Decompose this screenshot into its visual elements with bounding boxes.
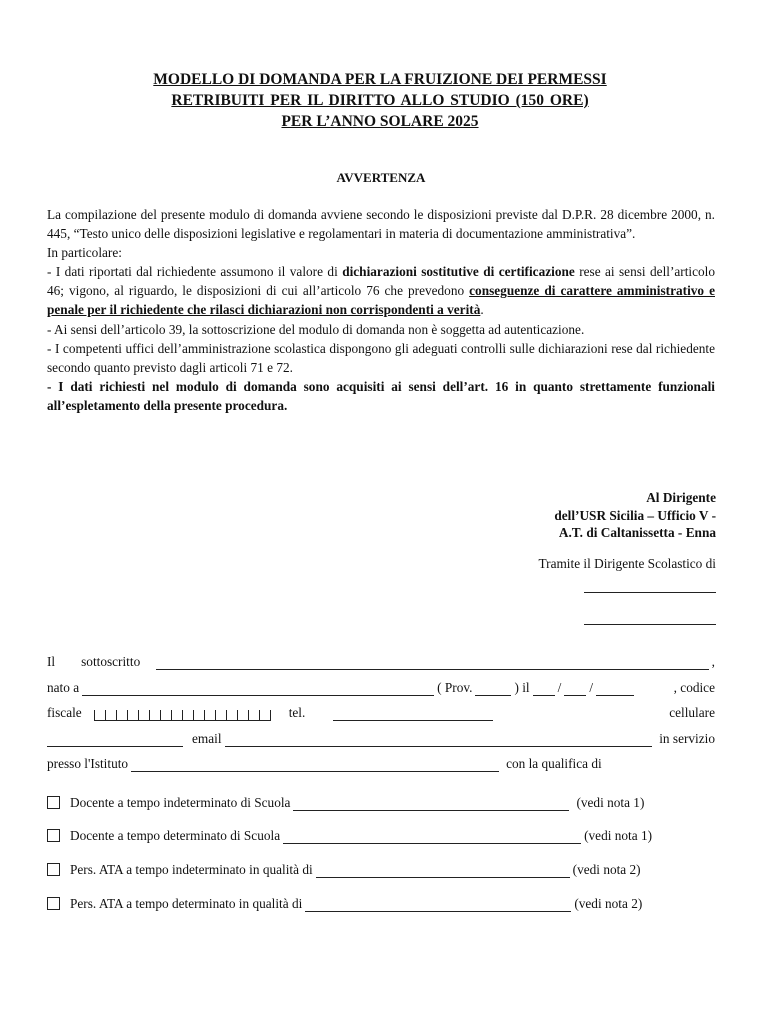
checkbox-docente-determinato[interactable] xyxy=(47,829,60,842)
school-name-field-2[interactable] xyxy=(584,624,716,625)
option-docente-determinato xyxy=(47,828,652,844)
checkbox-ata-indeterminato[interactable] xyxy=(47,863,60,876)
row-fiscale xyxy=(47,705,715,721)
birth-month-field[interactable] xyxy=(564,682,586,696)
option-label: Pers. ATA a tempo determinato in qualità di xyxy=(70,896,303,911)
option-ata-determinato xyxy=(47,896,642,912)
fiscale-label: fiscale xyxy=(47,705,82,720)
province-field[interactable] xyxy=(475,682,511,696)
qualifica-label: con la qualifica di xyxy=(506,756,602,771)
date-slash-1: / xyxy=(557,680,562,695)
cellulare-label: cellulare xyxy=(669,705,715,720)
option-ata-indeterminato xyxy=(47,862,641,878)
warning-point-1 xyxy=(47,262,715,319)
birthplace-field[interactable] xyxy=(82,682,434,696)
name-field[interactable] xyxy=(156,656,708,670)
addressee-line-2: dell’USR Sicilia – Ufficio V - xyxy=(554,507,716,523)
title-line-1: MODELLO DI DOMANDA PER LA FRUIZIONE DEI PERMESSI xyxy=(153,71,607,88)
title-line-3: PER L’ANNO SOLARE 2025 xyxy=(281,113,479,130)
row-nascita xyxy=(47,680,715,696)
option-field[interactable] xyxy=(293,797,569,811)
option-field[interactable] xyxy=(283,830,581,844)
il-date-label: ) il xyxy=(514,680,530,695)
checkbox-docente-indeterminato[interactable] xyxy=(47,796,60,809)
nato-a-label: nato a xyxy=(47,680,80,695)
addressee-block xyxy=(554,489,716,542)
option-field[interactable] xyxy=(305,898,571,912)
option-label: Pers. ATA a tempo indeterminato in qualità di xyxy=(70,862,313,877)
row-sottoscritto xyxy=(47,654,715,670)
comma-label: , xyxy=(711,654,715,669)
email-field[interactable] xyxy=(225,733,653,747)
phone-field[interactable] xyxy=(333,707,493,721)
in-servizio-label: in servizio xyxy=(659,731,715,746)
tel-label: tel. xyxy=(288,705,306,720)
warning-intro: La compilazione del presente modulo di domanda avviene secondo le disposizioni previste dal D.P.R. 28 dicembre 2000, n. 445, “Testo unico delle disposizioni legislative e regolamentari in materia di documentazione amministrativa”. xyxy=(47,207,715,242)
presso-label: presso l'Istituto xyxy=(47,756,129,771)
option-note: (vedi nota 1) xyxy=(576,795,645,810)
row-email xyxy=(47,731,715,747)
checkbox-ata-determinato[interactable] xyxy=(47,897,60,910)
birth-year-field[interactable] xyxy=(596,682,634,696)
option-note: (vedi nota 2) xyxy=(572,862,641,877)
document-title xyxy=(60,69,700,132)
warning-point-1-e: . xyxy=(480,302,484,318)
email-label: email xyxy=(192,731,222,746)
warning-point-3: - I competenti uffici dell’amministrazione scolastica dispongono gli adeguati controlli sulle dichiarazioni rese dal richiedente secondo quanto previsto dagli articoli 71 e 72. xyxy=(47,340,715,375)
sottoscritto-label: sottoscritto xyxy=(81,654,141,669)
codice-label: , codice xyxy=(673,680,715,695)
row-istituto xyxy=(47,756,715,772)
warning-heading: AVVERTENZA xyxy=(336,170,426,185)
institute-field[interactable] xyxy=(131,758,499,772)
warning-point-4: - I dati richiesti nel modulo di domanda sono acquisiti ai sensi dell’art. 16 in quanto strettamente funzionali all’espletamento della presente procedura. xyxy=(47,378,715,413)
prov-label: ( Prov. xyxy=(437,680,473,695)
il-label: Il xyxy=(47,654,56,669)
warning-particolare: In particolare: xyxy=(47,245,122,261)
option-docente-indeterminato xyxy=(47,795,644,811)
warning-point-2: - Ai sensi dell’articolo 39, la sottoscrizione del modulo di domanda non è soggetta ad autenticazione. xyxy=(47,321,585,337)
school-name-field-1[interactable] xyxy=(584,592,716,593)
addressee-line-3: A.T. di Caltanissetta - Enna xyxy=(558,525,716,540)
option-field[interactable] xyxy=(316,864,570,878)
warning-point-1-b: dichiarazioni sostitutive di certificazione xyxy=(342,264,575,280)
option-label: Docente a tempo indeterminato di Scuola xyxy=(70,795,291,810)
option-label: Docente a tempo determinato di Scuola xyxy=(70,828,281,843)
mobile-field[interactable] xyxy=(47,733,183,747)
title-line-2: RETRIBUITI PER IL DIRITTO ALLO STUDIO (150 ORE) xyxy=(171,92,589,109)
addressee-line-1: Al Dirigente xyxy=(646,490,716,505)
warning-point-1-a: - I dati riportati dal richiedente assumono il valore di xyxy=(47,264,343,280)
date-slash-2: / xyxy=(589,680,594,695)
warning-point-1-d: conseguenze di carattere amministrativo e penale per il richiedente che rilasci dichiarazioni non corrispondenti a verità xyxy=(47,283,715,318)
birth-day-field[interactable] xyxy=(533,682,555,696)
option-note: (vedi nota 1) xyxy=(584,828,653,843)
fiscal-code-boxes[interactable] xyxy=(94,710,271,721)
option-note: (vedi nota 2) xyxy=(574,896,643,911)
tramite-label: Tramite il Dirigente Scolastico di xyxy=(538,556,716,571)
warning-point-1-c: rese ai sensi dell’articolo 46; vigono, al riguardo, le disposizioni di cui all’articolo 76 che prevedono xyxy=(47,264,715,299)
warning-body xyxy=(47,205,715,415)
